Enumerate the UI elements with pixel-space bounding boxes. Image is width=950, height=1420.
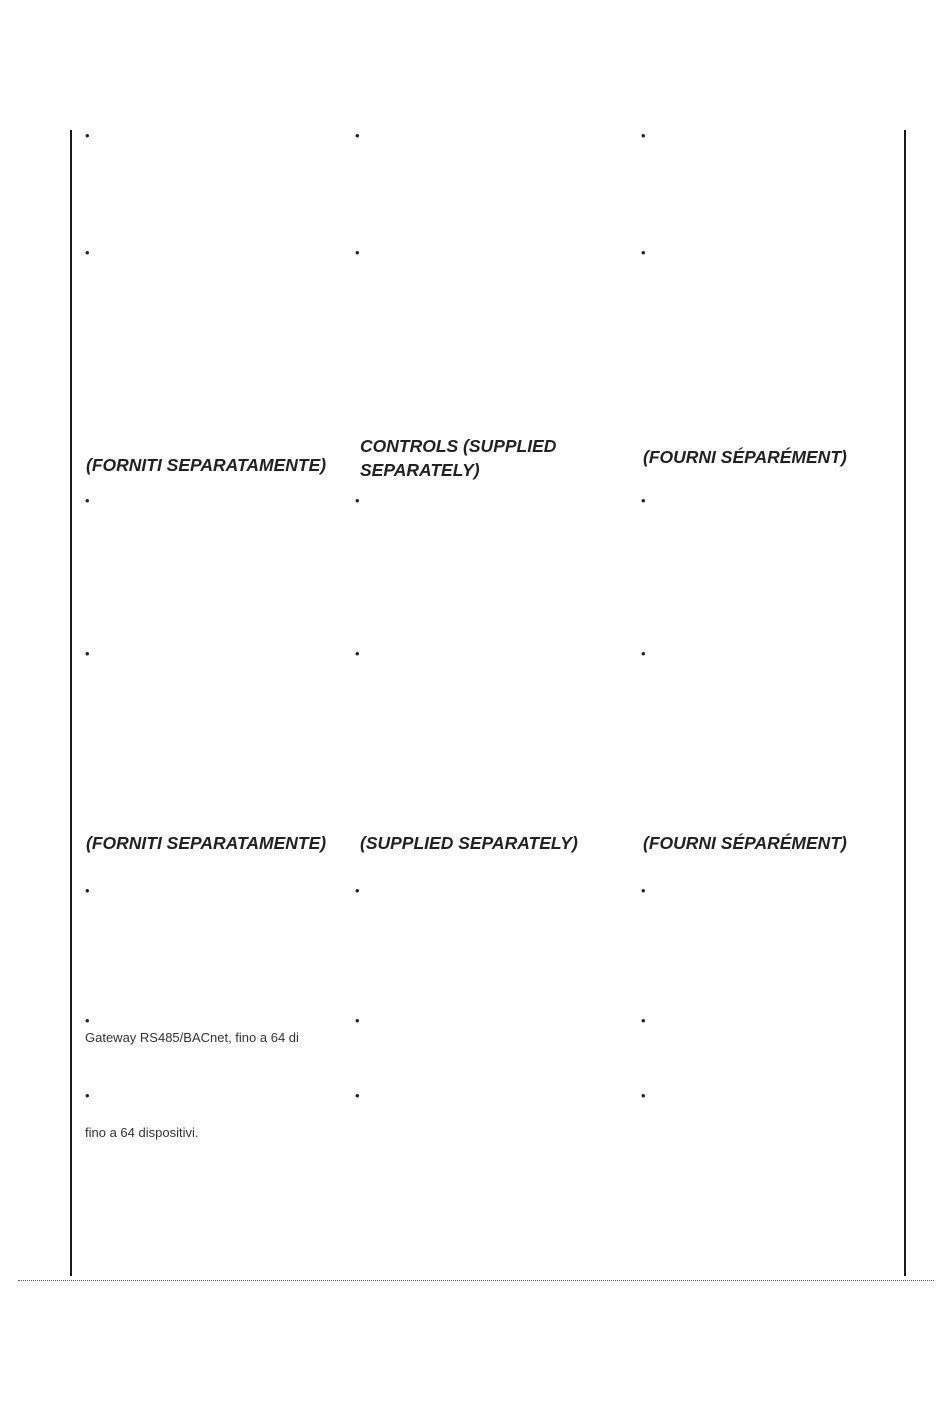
section-heading-italian: (FORNITI SEPARATAMENTE) <box>86 455 327 475</box>
section-heading-italian: (FORNITI SEPARATAMENTE) <box>86 833 327 853</box>
cut-line <box>18 1280 934 1281</box>
section-heading-french: (FOURNI SÉPARÉMENT) <box>643 447 847 467</box>
bullet-marker: • <box>85 245 90 260</box>
bullet-marker: • <box>355 245 360 260</box>
bullet-marker: • <box>85 1088 90 1103</box>
bullet-marker: • <box>355 1013 360 1028</box>
bullet-marker: • <box>641 1013 646 1028</box>
bullet-marker: • <box>355 493 360 508</box>
bullet-marker: • <box>641 493 646 508</box>
bullet-marker: • <box>85 883 90 898</box>
bullet-marker: • <box>355 128 360 143</box>
bullet-marker: • <box>355 883 360 898</box>
bullet-marker: • <box>85 646 90 661</box>
section-heading-french: (FOURNI SÉPARÉMENT) <box>643 833 847 853</box>
bullet-marker: • <box>355 1088 360 1103</box>
bullet-marker: • <box>355 646 360 661</box>
right-margin-rule <box>904 130 906 1276</box>
section-heading-english-line1: CONTROLS (SUPPLIED <box>360 436 557 456</box>
bullet-marker: • <box>641 646 646 661</box>
bullet-marker: • <box>641 245 646 260</box>
section-heading-english: (SUPPLIED SEPARATELY) <box>360 833 578 853</box>
section-heading-english-line2: SEPARATELY) <box>360 460 480 480</box>
gateway-text: Gateway RS485/BACnet, fino a 64 di <box>85 1030 299 1045</box>
left-margin-rule <box>70 130 72 1276</box>
bullet-marker: • <box>85 493 90 508</box>
bullet-marker: • <box>85 1013 90 1028</box>
devices-text: fino a 64 dispositivi. <box>85 1125 199 1140</box>
bullet-marker: • <box>641 883 646 898</box>
bullet-marker: • <box>641 128 646 143</box>
bullet-marker: • <box>85 128 90 143</box>
bullet-marker: • <box>641 1088 646 1103</box>
